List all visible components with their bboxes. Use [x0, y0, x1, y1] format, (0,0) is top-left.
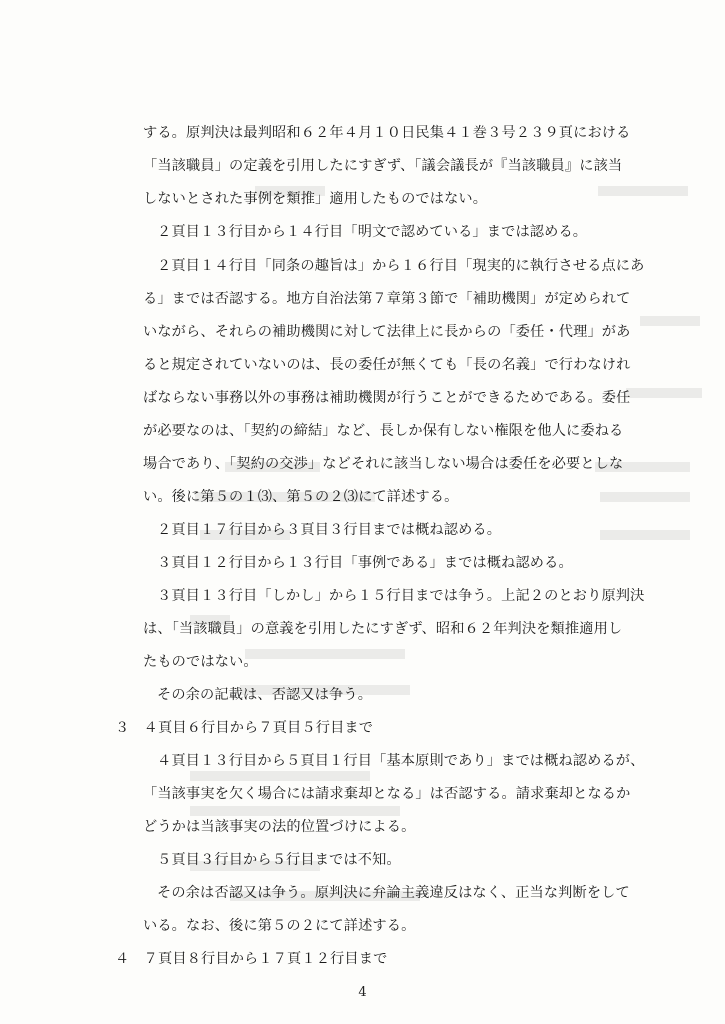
bleed-through-mark [190, 806, 400, 816]
body-line: は、「当該職員」の意義を引用したにすぎず、昭和６２年判決を類推適用し [143, 621, 623, 637]
body-line: ２頁目１３行目から１４行目「明文で認めている」までは認める。 [157, 224, 588, 240]
body-line: ３頁目１２行目から１３行目「事例である」までは概ね認める。 [157, 555, 573, 571]
body-line: その余の記載は、否認又は争う。 [157, 687, 373, 703]
body-line: どうかは当該事実の法的位置づけによる。 [143, 819, 416, 835]
body-line: しないとされた事例を類推」適用したものではない。 [143, 191, 488, 207]
bleed-through-mark [245, 649, 405, 659]
body-line: 場合であり、「契約の交渉」などそれに該当しない場合は委任を必要としな [143, 456, 624, 472]
body-line: いながら、それらの補助機関に対して法律上に長からの「委任・代理」があ [143, 324, 631, 340]
body-line: い。後に第５の１⑶、第５の２⑶にて詳述する。 [143, 489, 459, 505]
body-line: 「当該職員」の定義を引用したにすぎず、「議会議長が『当該職員』に該当 [143, 158, 623, 174]
body-line: その余は否認又は争う。原判決に弁論主義違反はなく、正当な判断をして [157, 885, 630, 901]
section-heading: ４ ７頁目８行目から１７頁１２行目まで [115, 951, 388, 967]
body-line: ２頁目１７行目から３頁目３行目までは概ね認める。 [157, 522, 502, 538]
section-heading: ３ ４頁目６行目から７頁目５行目まで [115, 720, 374, 736]
body-line: いる。なお、後に第５の２にて詳述する。 [143, 918, 416, 934]
body-line: が必要なのは、「契約の締結」など、長しか保有しない権限を他人に委ねる [143, 423, 624, 439]
body-line: ５頁目３行目から５行目までは不知。 [157, 852, 401, 868]
body-line: 「当該事実を欠く場合には請求棄却となる」は否認する。請求棄却となるか [143, 786, 631, 802]
body-line: たものではない。 [143, 654, 258, 670]
body-line: ３頁目１３行目「しかし」から１５行目までは争う。上記２のとおり原判決 [157, 588, 645, 604]
page-number: 4 [358, 985, 367, 1000]
bleed-through-mark [600, 492, 690, 502]
bleed-through-mark [598, 186, 688, 196]
body-line: する。原判決は最判昭和６２年４月１０日民集４１巻３号２３９頁における [143, 125, 631, 141]
body-line: ４頁目１３行目から５頁目１行目「基本原則であり」までは概ね認めるが、 [157, 753, 645, 769]
bleed-through-mark [626, 388, 702, 398]
bleed-through-mark [600, 530, 690, 540]
body-line: ２頁目１４行目「同条の趣旨は」から１６行目「現実的に執行させる点にあ [157, 258, 645, 274]
body-line: る」までは否認する。地方自治法第７章第３節で「補助機関」が定められて [143, 291, 631, 307]
body-line: ばならない事務以外の事務は補助機関が行うことができるためである。委任 [143, 390, 631, 406]
bleed-through-mark [640, 316, 700, 326]
body-line: ると規定されていないのは、長の委任が無くても「長の名義」で行わなけれ [143, 357, 631, 373]
bleed-through-mark [190, 771, 370, 781]
